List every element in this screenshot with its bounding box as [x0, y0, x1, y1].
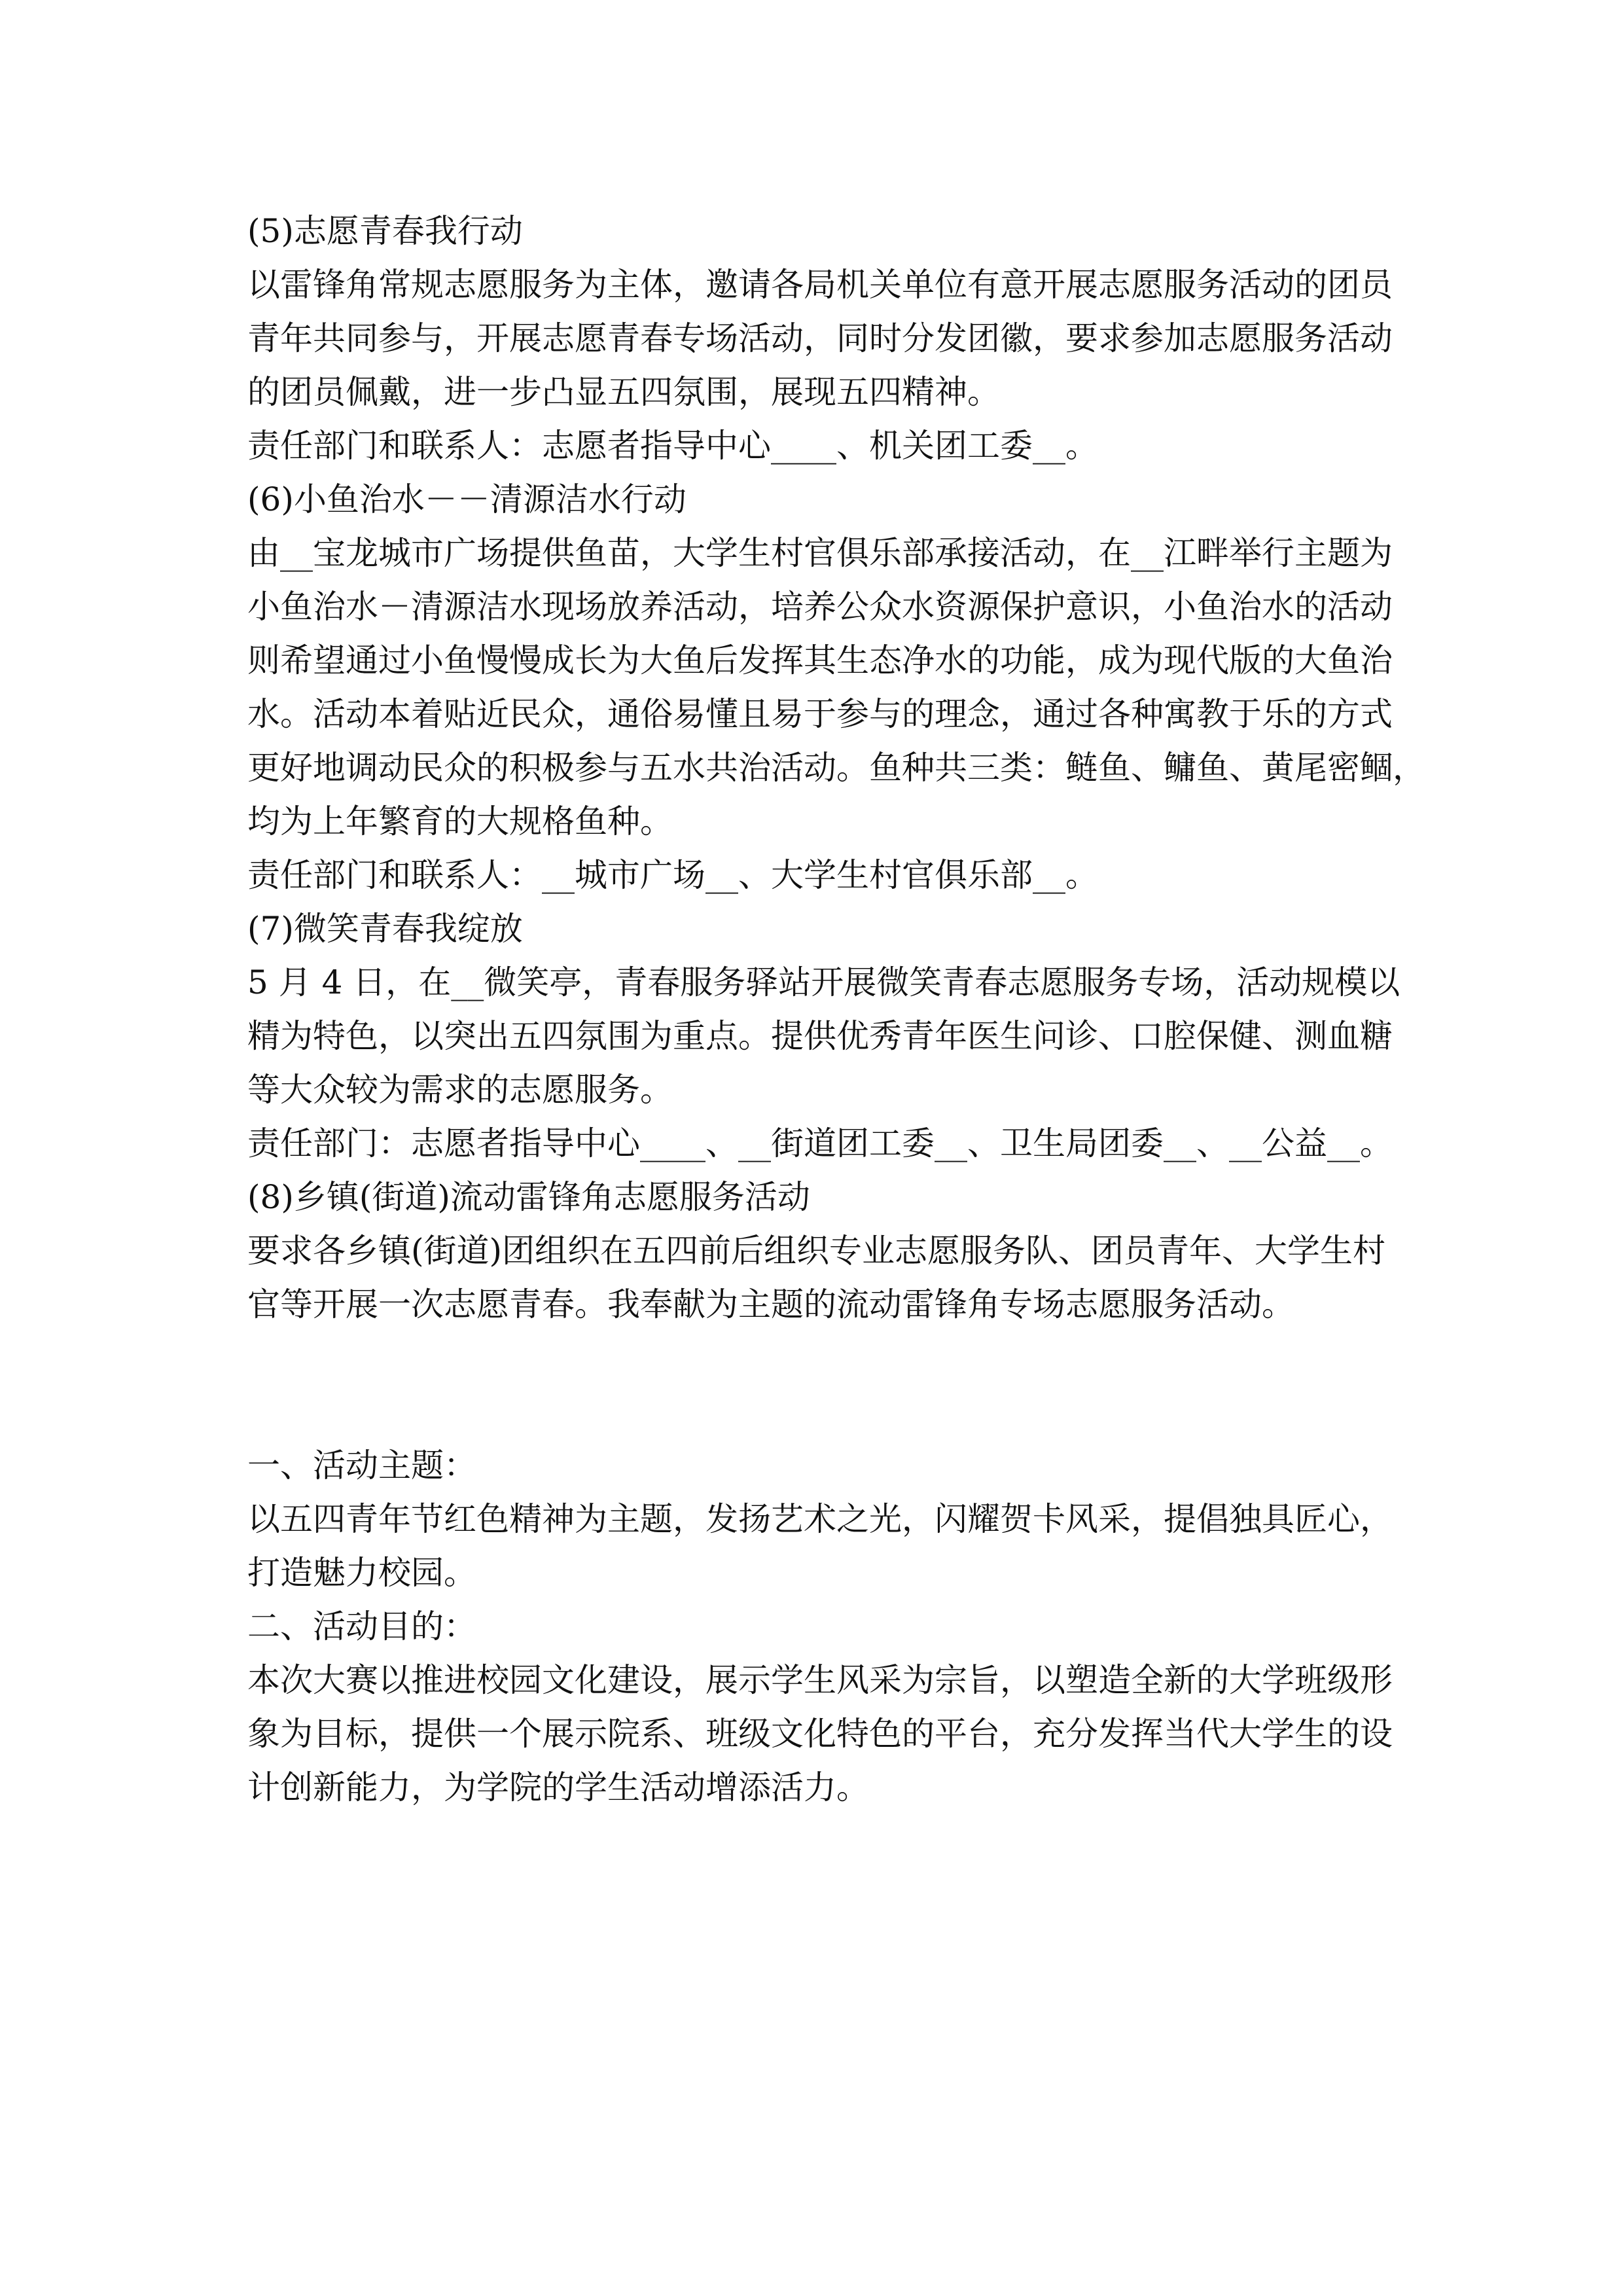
paragraph-line: 均为上年繁育的大规格鱼种。: [247, 802, 673, 840]
paragraph-line: 计创新能力，为学院的学生活动增添活力。: [247, 1768, 869, 1806]
paragraph-line: 更好地调动民众的积极参与五水共治活动。鱼种共三类：鲢鱼、鳙鱼、黄尾密鲴，: [247, 749, 1425, 787]
heading-item-8: (8)乡镇(街道)流动雷锋角志愿服务活动: [247, 1178, 810, 1216]
paragraph-line: 象为目标，提供一个展示院系、班级文化特色的平台，充分发挥当代大学生的设: [247, 1715, 1393, 1753]
paragraph-line: 本次大赛以推进校园文化建设，展示学生风采为宗旨，以塑造全新的大学班级形: [247, 1661, 1393, 1699]
paragraph-line: 5 月 4 日，在__微笑亭，青春服务驿站开展微笑青春志愿服务专场，活动规模以: [247, 963, 1400, 1001]
paragraph-line: 小鱼治水－清源洁水现场放养活动，培养公众水资源保护意识，小鱼治水的活动: [247, 588, 1393, 626]
heading-activity-purpose: 二、活动目的：: [247, 1607, 476, 1645]
section-activity-plan: [247, 1439, 1406, 1814]
paragraph-line: 精为特色，以突出五四氛围为重点。提供优秀青年医生问诊、口腔保健、测血糖: [247, 1017, 1393, 1055]
paragraph-line: 要求各乡镇(街道)团组织在五四前后组织专业志愿服务队、团员青年、大学生村: [247, 1232, 1386, 1270]
paragraph-line: 以五四青年节红色精神为主题，发扬艺术之光，闪耀贺卡风采，提倡独具匠心，: [247, 1500, 1393, 1538]
section-volunteer-activities: [247, 204, 1425, 1331]
heading-item-7: (7)微笑青春我绽放: [247, 910, 523, 948]
paragraph-line: 水。活动本着贴近民众，通俗易懂且易于参与的理念，通过各种寓教于乐的方式: [247, 695, 1393, 733]
responsible-line: 责任部门和联系人：志愿者指导中心____、机关团工委__。: [247, 427, 1098, 465]
paragraph-line: 则希望通过小鱼慢慢成长为大鱼后发挥其生态净水的功能，成为现代版的大鱼治: [247, 641, 1393, 679]
heading-item-5: (5)志愿青春我行动: [247, 212, 523, 250]
paragraph-line: 等大众较为需求的志愿服务。: [247, 1071, 673, 1109]
paragraph-line: 打造魅力校园。: [247, 1554, 476, 1592]
responsible-line: 责任部门：志愿者指导中心____、__街道团工委__、卫生局团委__、__公益__。: [247, 1124, 1393, 1162]
paragraph-line: 青年共同参与，开展志愿青春专场活动，同时分发团徽，要求参加志愿服务活动: [247, 319, 1393, 357]
section-spacer: [247, 1331, 1406, 1439]
paragraph-line: 官等开展一次志愿青春。我奉献为主题的流动雷锋角专场志愿服务活动。: [247, 1285, 1294, 1323]
heading-item-6: (6)小鱼治水－－清源洁水行动: [247, 480, 687, 518]
paragraph-line: 的团员佩戴，进一步凸显五四氛围，展现五四精神。: [247, 373, 1000, 411]
paragraph-line: 以雷锋角常规志愿服务为主体，邀请各局机关单位有意开展志愿服务活动的团员: [247, 266, 1393, 304]
responsible-line: 责任部门和联系人：__城市广场__、大学生村官俱乐部__。: [247, 856, 1098, 894]
heading-activity-theme: 一、活动主题：: [247, 1446, 476, 1484]
paragraph-line: 由__宝龙城市广场提供鱼苗，大学生村官俱乐部承接活动，在__江畔举行主题为: [247, 534, 1393, 572]
document-page: [247, 204, 1425, 1814]
